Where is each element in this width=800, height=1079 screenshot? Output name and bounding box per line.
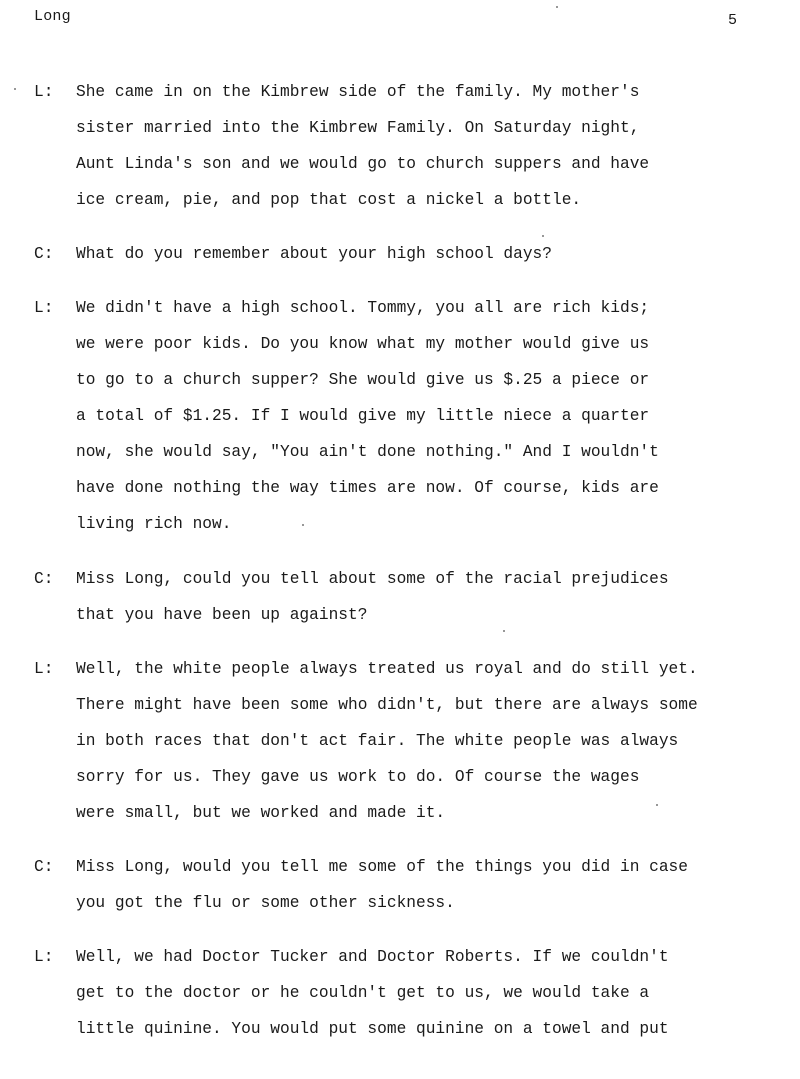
speaker-label: L: [34, 299, 54, 317]
text-line: Miss Long, could you tell about some of the racial prejudices [76, 570, 669, 588]
text-line: Miss Long, would you tell me some of the things you did in case [76, 858, 688, 876]
text-line: She came in on the Kimbrew side of the family. My mother's [76, 83, 640, 101]
text-line: Well, we had Doctor Tucker and Doctor Roberts. If we couldn't [76, 948, 669, 966]
entry-text [76, 651, 776, 831]
entry-text [76, 561, 776, 633]
text-line: were small, but we worked and made it. [76, 804, 446, 822]
speaker-label: L: [34, 660, 54, 678]
speaker-label: L: [34, 948, 54, 966]
text-line: in both races that don't act fair. The white people was always [76, 732, 679, 750]
text-line: ice cream, pie, and pop that cost a nickel a bottle. [76, 191, 582, 209]
entry-text [76, 849, 776, 921]
text-line: What do you remember about your high school days? [76, 245, 552, 263]
text-line: get to the doctor or he couldn't get to us, we would take a [76, 984, 650, 1002]
text-line: Well, the white people always treated us royal and do still yet. [76, 660, 698, 678]
entry-text [76, 236, 776, 272]
text-line: sorry for us. They gave us work to do. Of course the wages [76, 768, 640, 786]
text-line: little quinine. You would put some quinine on a towel and put [76, 1020, 669, 1038]
scan-speck [14, 88, 16, 90]
speaker-label: C: [34, 570, 54, 588]
text-line: a total of $1.25. If I would give my little niece a quarter [76, 407, 650, 425]
entry-text [76, 939, 776, 1047]
text-line: We didn't have a high school. Tommy, you all are rich kids; [76, 299, 650, 317]
scan-speck [302, 524, 304, 526]
speaker-label: C: [34, 245, 54, 263]
text-line: living rich now. [76, 515, 232, 533]
text-line: to go to a church supper? She would give us $.25 a piece or [76, 371, 650, 389]
text-line: we were poor kids. Do you know what my mother would give us [76, 335, 650, 353]
scan-speck [503, 630, 505, 632]
header-name: Long [34, 8, 71, 25]
scan-speck [542, 235, 544, 237]
text-line: There might have been some who didn't, but there are always some [76, 696, 698, 714]
scan-speck [656, 804, 658, 806]
entry-text [76, 74, 776, 218]
page-number: 5 [728, 12, 738, 29]
text-line: you got the flu or some other sickness. [76, 894, 455, 912]
text-line: sister married into the Kimbrew Family. On Saturday night, [76, 119, 640, 137]
text-line: now, she would say, "You ain't done nothing." And I wouldn't [76, 443, 659, 461]
text-line: that you have been up against? [76, 606, 368, 624]
text-line: have done nothing the way times are now. Of course, kids are [76, 479, 659, 497]
entry-text [76, 290, 776, 542]
scan-speck [556, 6, 558, 8]
speaker-label: C: [34, 858, 54, 876]
text-line: Aunt Linda's son and we would go to church suppers and have [76, 155, 650, 173]
speaker-label: L: [34, 83, 54, 101]
